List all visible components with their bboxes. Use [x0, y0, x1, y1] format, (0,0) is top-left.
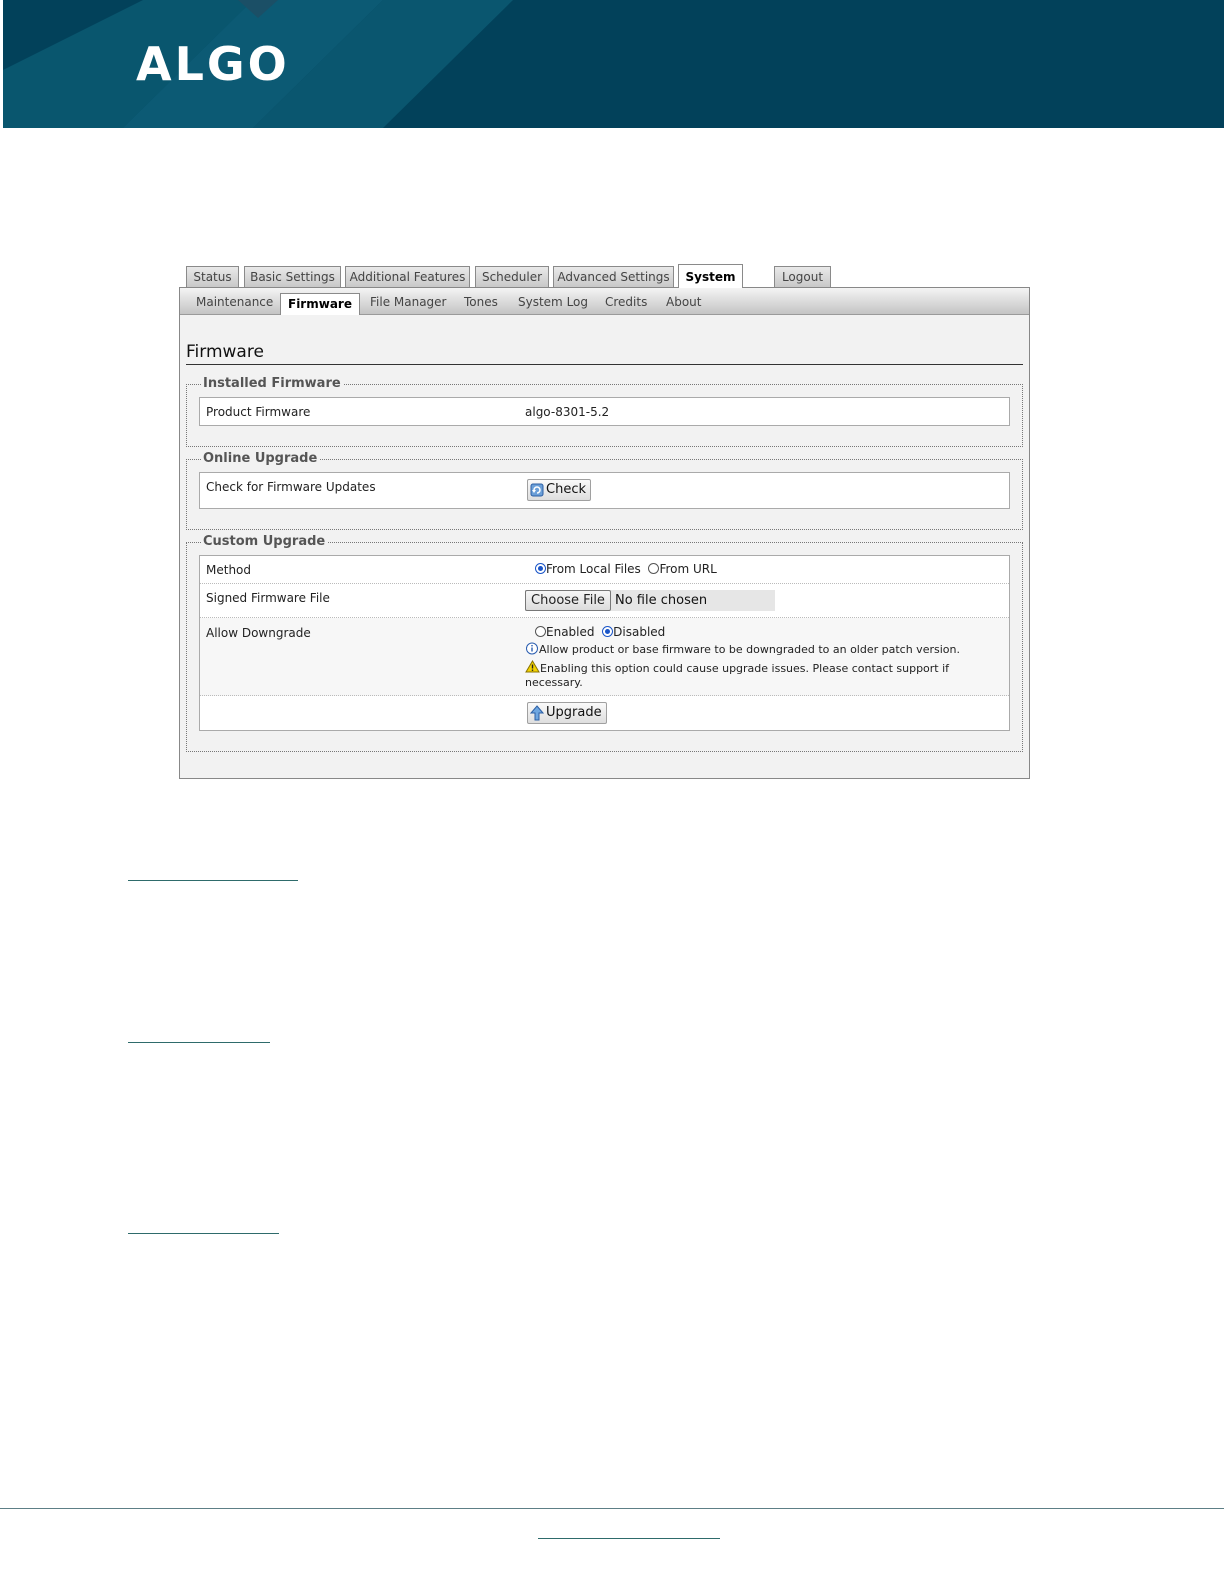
- firmware-file-input: [525, 590, 775, 611]
- upgrade-row: [200, 696, 1009, 730]
- subtab-tones[interactable]: Tones: [464, 295, 498, 309]
- method-options: [535, 562, 717, 576]
- upload-arrow-icon: [530, 705, 544, 721]
- footer-link-underline: [538, 1538, 720, 1539]
- tab-logout[interactable]: Logout: [774, 266, 831, 287]
- warning-icon: [525, 660, 540, 673]
- check-updates-label: Check for Firmware Updates: [206, 480, 376, 494]
- web-ui: [179, 264, 1030, 779]
- content-panel: [179, 287, 1030, 779]
- subtab-firmware[interactable]: Firmware: [280, 293, 360, 315]
- title-divider: [186, 364, 1023, 365]
- tab-advanced-settings[interactable]: Advanced Settings: [553, 266, 674, 287]
- installed-firmware-group: [186, 376, 1023, 447]
- upgrade-button-label: Upgrade: [546, 705, 602, 720]
- header-banner: [3, 0, 1224, 128]
- check-button[interactable]: [527, 479, 591, 501]
- method-local-radio[interactable]: [535, 563, 546, 574]
- method-local-label: From Local Files: [546, 562, 641, 576]
- sub-tabs: [180, 288, 1029, 315]
- file-status: No file chosen: [615, 593, 708, 608]
- downgrade-disabled-label: Disabled: [613, 625, 666, 639]
- product-firmware-label: Product Firmware: [206, 405, 311, 419]
- online-upgrade-group: [186, 451, 1023, 530]
- upgrade-button[interactable]: [527, 702, 607, 724]
- refresh-icon: [530, 483, 544, 497]
- custom-upgrade-table: [199, 555, 1010, 731]
- tab-scheduler[interactable]: Scheduler: [475, 266, 549, 287]
- subtab-credits[interactable]: Credits: [605, 295, 648, 309]
- firmware-file-label: Signed Firmware File: [206, 591, 330, 605]
- method-label: Method: [206, 563, 252, 577]
- subtab-about[interactable]: About: [666, 295, 702, 309]
- installed-firmware-table: [199, 397, 1010, 426]
- main-tabs: [179, 264, 1030, 288]
- method-url-label: From URL: [659, 562, 717, 576]
- downgrade-warning: [525, 660, 949, 690]
- downgrade-enabled-label: Enabled: [546, 625, 595, 639]
- subtab-file-manager[interactable]: File Manager: [370, 295, 447, 309]
- downgrade-disabled-radio[interactable]: [602, 626, 613, 637]
- page-title: Firmware: [186, 342, 264, 362]
- method-url-radio[interactable]: [648, 563, 659, 574]
- downgrade-info: [525, 642, 960, 657]
- choose-file-button[interactable]: Choose File: [525, 590, 611, 611]
- link-underline: [128, 1233, 279, 1234]
- online-upgrade-legend: Online Upgrade: [203, 451, 318, 466]
- custom-upgrade-group: [186, 534, 1023, 752]
- product-firmware-value: algo-8301-5.2: [525, 405, 610, 419]
- tab-system[interactable]: System: [678, 264, 743, 288]
- algo-logo: ALGO: [136, 37, 290, 91]
- downgrade-enabled-radio[interactable]: [535, 626, 546, 637]
- installed-firmware-legend: Installed Firmware: [203, 376, 341, 391]
- info-icon: [525, 642, 539, 655]
- subtab-maintenance[interactable]: Maintenance: [196, 295, 274, 309]
- downgrade-options: [535, 625, 665, 639]
- method-row: [200, 556, 1009, 584]
- table-row: [200, 398, 1009, 425]
- allow-downgrade-label: Allow Downgrade: [206, 626, 311, 640]
- allow-downgrade-row: [200, 618, 1009, 696]
- tab-additional-features[interactable]: Additional Features: [345, 266, 470, 287]
- info-text: Allow product or base firmware to be downgraded to an older patch version.: [539, 643, 960, 656]
- firmware-file-row: [200, 584, 1009, 618]
- custom-upgrade-legend: Custom Upgrade: [203, 534, 326, 549]
- subtab-system-log[interactable]: System Log: [518, 295, 588, 309]
- link-underline: [128, 880, 298, 881]
- link-underline: [128, 1042, 270, 1043]
- check-button-label: Check: [546, 482, 586, 497]
- tab-status[interactable]: Status: [186, 266, 239, 287]
- table-row: [200, 473, 1009, 508]
- tab-basic-settings[interactable]: Basic Settings: [244, 266, 341, 287]
- footer-divider: [0, 1508, 1224, 1509]
- online-upgrade-table: [199, 472, 1010, 509]
- warning-text-line1: Enabling this option could cause upgrade issues. Please contact support if: [540, 662, 950, 675]
- warning-text-line2: necessary.: [525, 676, 583, 689]
